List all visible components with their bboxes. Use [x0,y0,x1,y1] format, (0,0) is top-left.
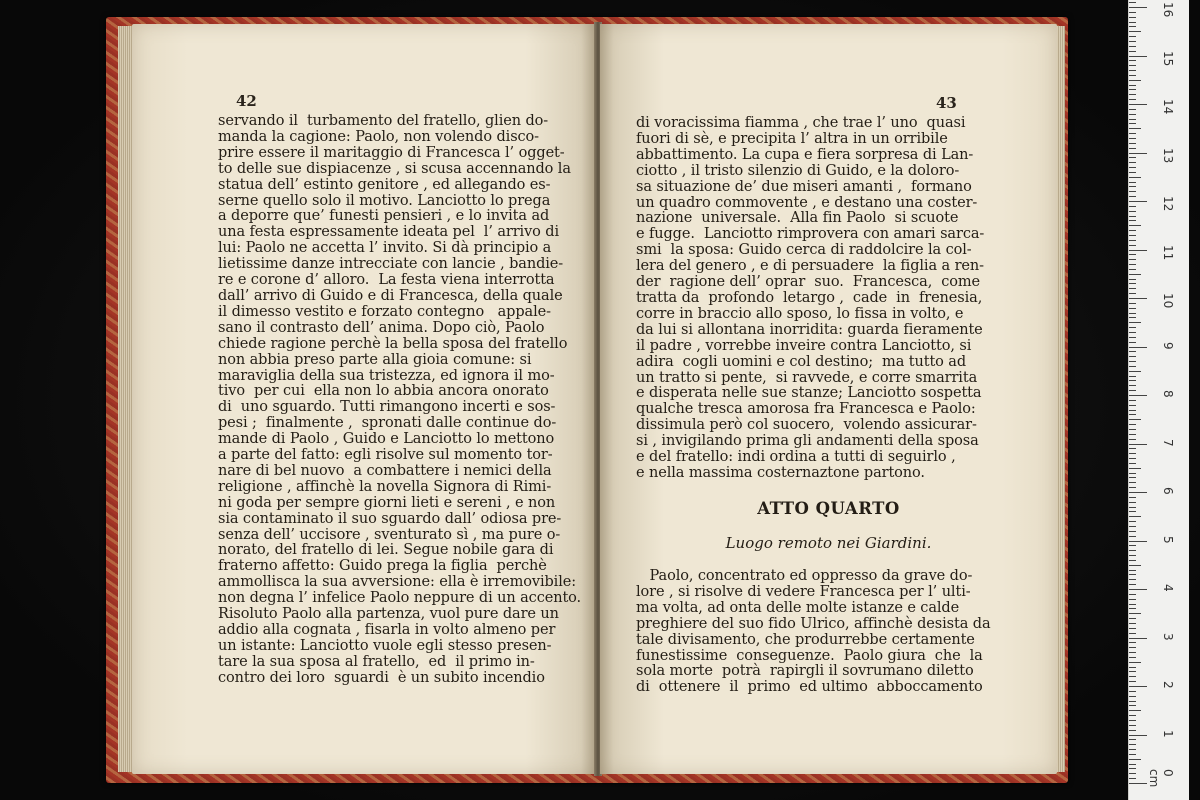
ruler-tick [1129,46,1136,47]
ruler-tick [1129,119,1136,120]
text-line: servando il turbamento del fratello, glien do- [218,113,549,129]
text-line: di uno sguardo. Tutti rimangono incerti e sos- [218,399,556,416]
ruler-tick [1129,89,1136,90]
ruler-tick [1129,487,1136,488]
ruler-tick [1129,608,1136,609]
act-title: ATTO QUARTO [757,499,900,518]
ruler-tick [1129,143,1136,144]
text-line: Risoluto Paolo alla partenza, vuol pure dare un [218,606,559,623]
text-line: tivo per cui ella non lo abbia ancora onorato [218,383,549,400]
ruler-tick [1129,75,1136,76]
ruler-tick [1129,109,1136,110]
ruler-tick [1129,662,1141,663]
text-line: dissimula però col suocero, volendo assicurar- [636,417,977,434]
ruler-tick [1129,507,1136,508]
ruler-tick [1129,104,1147,105]
ruler-tick [1129,638,1147,639]
text-line: nare di bel nuovo a combattere i nemici della [218,462,552,479]
text-line: si , invigilando prima gli andamenti della sposa [636,433,979,450]
text-line: dall’ arrivo di Guido e di Francesca, della quale [218,287,563,304]
text-line: a parte del fatto: egli risolve sul momento tor- [218,447,553,464]
ruler-tick [1129,41,1136,42]
ruler-tick [1129,99,1136,100]
ruler-tick [1129,157,1136,158]
text-line: sola morte potrà rapirgli il sovrumano diletto [636,663,974,680]
ruler-number: 5 [1161,535,1175,544]
text-line: un tratto si pente, si ravvede, e corre smarrita [636,369,978,386]
ruler-tick [1129,65,1136,66]
text-line: lietissime danze intrecciate con lancie , bandie- [218,256,564,273]
ruler-tick [1129,667,1136,668]
ruler-tick [1129,463,1136,464]
ruler-tick [1129,565,1141,566]
ruler-tick [1129,94,1136,95]
ruler-tick [1129,298,1147,299]
text-line: qualche tresca amorosa fra Francesca e Paolo: [636,401,976,418]
ruler-tick [1129,322,1141,323]
ruler-tick [1129,337,1136,338]
text-line: fraterno affetto: Guido prega la figlia perchè [218,558,547,575]
ruler-tick [1129,17,1136,18]
text-line: abbattimento. La cupa e fiera sorpresa di Lan- [636,146,974,163]
text-line: ammollisca la sua avversione: ella è irremovibile: [218,574,577,591]
ruler-tick [1129,759,1141,760]
ruler-tick [1129,317,1136,318]
text-line: ma volta, ad onta delle molte istanze e calde [636,599,960,616]
ruler-tick [1129,599,1136,600]
ruler-tick [1129,584,1136,585]
ruler-tick [1129,444,1147,445]
ruler-tick [1129,114,1136,115]
ruler-tick [1129,332,1136,333]
ruler-tick [1129,691,1136,692]
ruler-tick [1129,191,1136,192]
ruler-tick [1129,676,1136,677]
ruler-tick [1129,783,1147,784]
ruler-tick [1129,371,1141,372]
ruler-tick [1129,56,1147,57]
text-line: lore , si risolve di vedere Francesca per l’ ulti- [636,583,971,600]
ruler-tick [1129,545,1136,546]
text-line: senza dell’ uccisore , sventurato sì , ma pure o- [218,526,561,543]
page-number: 43 [936,94,957,112]
left-page-text [218,114,581,687]
right-page-text-continued [636,569,991,696]
ruler-tick [1129,2,1136,3]
ruler-tick [1129,186,1136,187]
ruler-tick [1129,725,1136,726]
ruler-tick [1129,715,1136,716]
text-line: non degna l’ infelice Paolo neppure di un accento. [218,590,582,607]
ruler-tick [1129,342,1136,343]
ruler-tick [1129,313,1136,314]
ruler-tick [1129,652,1136,653]
ruler-tick [1129,12,1136,13]
text-line: to delle sue dispiacenze , si scusa accennando la [218,160,571,177]
ruler-tick [1129,773,1136,774]
text-line: un quadro commovente , e destano una coster- [636,194,978,211]
ruler-tick [1129,400,1136,401]
text-line: lera del genero , e di persuadere la figlia a ren- [636,258,984,275]
ruler-number: 11 [1161,244,1175,260]
ruler-number: 1 [1161,729,1175,738]
ruler-tick [1129,206,1136,207]
ruler-tick [1129,589,1147,590]
ruler-tick [1129,70,1136,71]
ruler-tick [1129,477,1136,478]
ruler-tick [1129,429,1136,430]
ruler-number: 16 [1161,2,1175,18]
ruler-tick [1129,778,1136,779]
ruler-tick [1129,768,1136,769]
ruler-tick [1129,385,1136,386]
text-line: sia contaminato il suo sguardo dall’ odiosa pre- [218,510,562,527]
ruler-tick [1129,705,1136,706]
ruler-tick [1129,196,1136,197]
ruler-tick [1129,26,1136,27]
ruler-number: 12 [1161,196,1175,212]
ruler-tick [1129,511,1136,512]
ruler-tick [1129,211,1136,212]
ruler-tick [1129,642,1136,643]
ruler-tick [1129,458,1136,459]
ruler-number: 8 [1161,390,1175,398]
text-line: nazione universale. Alla fin Paolo si scuote [636,210,959,227]
text-line: der ragione dell’ oprar suo. Francesca, come [636,274,981,291]
ruler-tick [1129,468,1141,469]
ruler-tick [1129,123,1136,124]
ruler-tick [1129,133,1136,134]
text-line: ciotto , il tristo silenzio di Guido, e la doloro- [636,162,960,179]
ruler-tick [1129,681,1136,682]
scene-heading: Luogo remoto nei Giardini. [725,534,932,552]
ruler-tick [1129,240,1136,241]
text-line: il padre , vorrebbe inveire contra Lanciotto, si [636,337,972,354]
text-line: il dimesso vestito e forzato contegno appale- [218,303,551,320]
text-line: tare la sua sposa al fratello, ed il primo in- [218,653,535,670]
ruler-tick [1129,361,1136,362]
text-line: non abbia preso parte alla gioia comune: si [218,351,532,368]
ruler-tick [1129,279,1136,280]
measuring-ruler [1128,0,1189,800]
text-line: sano il contrasto dell’ anima. Dopo ciò, Paolo [218,319,545,336]
ruler-tick [1129,744,1136,745]
ruler-tick [1129,405,1136,406]
ruler-tick [1129,259,1136,260]
ruler-tick [1129,419,1141,420]
ruler-tick [1129,128,1141,129]
ruler-tick [1129,671,1136,672]
text-line: smi la sposa: Guido cerca di raddolcire la col- [636,242,972,259]
ruler-tick [1129,453,1136,454]
text-line: e fugge. Lanciotto rimprovera con amari sarca- [636,226,985,243]
ruler-number: 14 [1161,99,1175,115]
text-line: fuori di sè, e precipita l’ altra in un orribile [636,130,948,147]
text-line: ni goda per sempre giorni lieti e sereni , e non [218,494,556,511]
ruler-number: 3 [1161,632,1175,641]
ruler-tick [1129,749,1136,750]
text-line: e disperata nelle sue stanze; Lanciotto sospetta [636,385,982,402]
ruler-tick [1129,303,1136,304]
text-line: maraviglia della sua tristezza, ed ignora il mo- [218,367,555,384]
ruler-tick [1129,531,1136,532]
ruler-tick [1129,613,1141,614]
ruler-tick [1129,172,1136,173]
ruler-tick [1129,153,1147,154]
ruler-tick [1129,730,1136,731]
text-line: tratta da profondo letargo , cade in frenesia, [636,289,983,306]
ruler-tick [1129,376,1136,377]
text-line: addio alla cognata , fisarla in volto almeno per [218,622,556,638]
text-line: corre in braccio allo sposo, lo fissa in volto, e [636,305,964,322]
ruler-tick [1129,167,1136,168]
page-number: 42 [236,92,257,110]
ruler-tick [1129,628,1136,629]
ruler-tick [1129,235,1136,236]
ruler-tick [1129,177,1141,178]
text-line: un istante: Lanciotto vuole egli stesso presen- [218,637,552,654]
ruler-tick [1129,51,1136,52]
ruler-tick [1129,31,1141,32]
ruler-tick [1129,245,1136,246]
ruler-tick [1129,657,1136,658]
ruler-tick [1129,764,1136,765]
ruler-tick [1129,701,1136,702]
ruler-tick [1129,288,1136,289]
ruler-tick [1129,283,1136,284]
ruler-tick [1129,570,1136,571]
ruler-tick [1129,201,1147,202]
ruler-number: 13 [1161,147,1175,163]
ruler-tick [1129,502,1136,503]
ruler-number: 2 [1161,681,1175,689]
ruler-tick [1129,541,1147,542]
ruler-tick [1129,482,1136,483]
text-line: di ottenere il primo ed ultimo abboccamento [636,679,983,696]
text-line: pesi ; finalmente , spronati dalle continue do- [218,415,557,432]
right-page-text [636,116,984,482]
ruler-tick [1129,448,1136,449]
ruler-unit-label: 0 cm [1147,769,1175,788]
ruler-tick [1129,366,1136,367]
ruler-tick [1129,604,1136,605]
text-line: contro dei loro sguardi è un subito incendio [218,669,545,686]
ruler-tick [1129,390,1136,391]
ruler-tick [1129,516,1141,517]
text-line: e del fratello: indi ordina a tutti di seguirlo , [636,449,956,466]
text-line: mande di Paolo , Guido e Lanciotto lo mettono [218,431,555,448]
ruler-tick [1129,618,1136,619]
ruler-tick [1129,414,1136,415]
ruler-tick [1129,220,1136,221]
ruler-tick [1129,380,1136,381]
text-line: manda la cagione: Paolo, non volendo disco- [218,128,539,145]
ruler-tick [1129,356,1136,357]
ruler-tick [1129,269,1136,270]
ruler-tick [1129,22,1136,23]
ruler-tick [1129,60,1136,61]
text-line: una festa espressamente ideata pel l’ arrivo di [218,224,560,241]
text-line: lui: Paolo ne accetta l’ invito. Si dà principio a [218,240,552,257]
ruler-tick [1129,216,1136,217]
ruler-number: 6 [1161,487,1175,495]
text-line: statua dell’ estinto genitore , ed allegando es- [218,176,551,193]
ruler-tick [1129,710,1141,711]
ruler-tick [1129,308,1136,309]
ruler-tick [1129,720,1136,721]
ruler-tick [1129,254,1136,255]
ruler-tick [1129,647,1136,648]
left-page [132,24,595,774]
ruler-tick [1129,536,1136,537]
text-line: tale divisamento, che produrrebbe certamente [636,631,975,648]
text-line: adira cogli uomini e col destino; ma tutto ad [636,353,967,370]
text-line: funestissime conseguenze. Paolo giura che la [636,647,983,664]
ruler-number: 9 [1161,341,1175,350]
ruler-tick [1129,85,1136,86]
text-line: norato, del fratello di lei. Segue nobile gara di [218,542,554,559]
ruler-tick [1129,555,1136,556]
ruler-tick [1129,439,1136,440]
ruler-number: 4 [1161,584,1175,592]
text-line: chiede ragione perchè la bella sposa del fratello [218,335,568,352]
ruler-tick [1129,594,1136,595]
ruler-tick [1129,497,1136,498]
ruler-tick [1129,739,1136,740]
ruler-tick [1129,347,1147,348]
ruler-tick [1129,492,1147,493]
ruler-tick [1129,36,1136,37]
text-line: religione , affinchè la novella Signora di Rimi- [218,478,552,495]
ruler-tick [1129,138,1136,139]
ruler-tick [1129,686,1147,687]
ruler-tick [1129,230,1136,231]
ruler-number: 10 [1161,293,1175,309]
ruler-tick [1129,162,1136,163]
ruler-tick [1129,293,1136,294]
ruler-tick [1129,434,1136,435]
ruler-tick [1129,526,1136,527]
ruler-tick [1129,473,1136,474]
ruler-tick [1129,7,1147,8]
ruler-tick [1129,148,1136,149]
ruler-tick [1129,633,1136,634]
ruler-tick [1129,560,1136,561]
ruler-tick [1129,274,1141,275]
ruler-tick [1129,80,1141,81]
ruler-tick [1129,327,1136,328]
text-line: sa situazione de’ due miseri amanti , formano [636,178,972,195]
text-line: serne quello solo il motivo. Lanciotto lo prega [218,192,551,209]
ruler-tick [1129,395,1147,396]
ruler-tick [1129,735,1147,736]
text-line: di voracissima fiamma , che trae l’ uno quasi [636,115,966,131]
text-line: da lui si allontana inorridita: guarda fieramente [636,321,983,338]
ruler-tick [1129,754,1136,755]
text-line: a deporre que’ funesti pensieri , e lo invita ad [218,208,550,225]
ruler-tick [1129,623,1136,624]
ruler-tick [1129,550,1136,551]
ruler-tick [1129,696,1136,697]
ruler-tick [1129,250,1147,251]
ruler-tick [1129,410,1136,411]
ruler-tick [1129,424,1136,425]
text-line: prire essere il maritaggio di Francesca l’ ogget- [218,144,565,161]
ruler-tick [1129,574,1136,575]
right-page [600,24,1057,774]
ruler-tick [1129,579,1136,580]
ruler-number: 15 [1161,50,1175,66]
text-line: re e corone d’ alloro. La festa viena interrotta [218,272,555,289]
ruler-tick [1129,521,1136,522]
text-line: Paolo, concentrato ed oppresso da grave do- [636,568,973,584]
ruler-tick [1129,351,1136,352]
text-line: e nella massima costernaztone partono. [636,464,925,481]
ruler-tick [1129,225,1141,226]
ruler-tick [1129,182,1136,183]
text-line: preghiere del suo fido Ulrico, affinchè desista da [636,615,991,632]
ruler-number: 7 [1161,438,1175,447]
ruler-tick [1129,264,1136,265]
